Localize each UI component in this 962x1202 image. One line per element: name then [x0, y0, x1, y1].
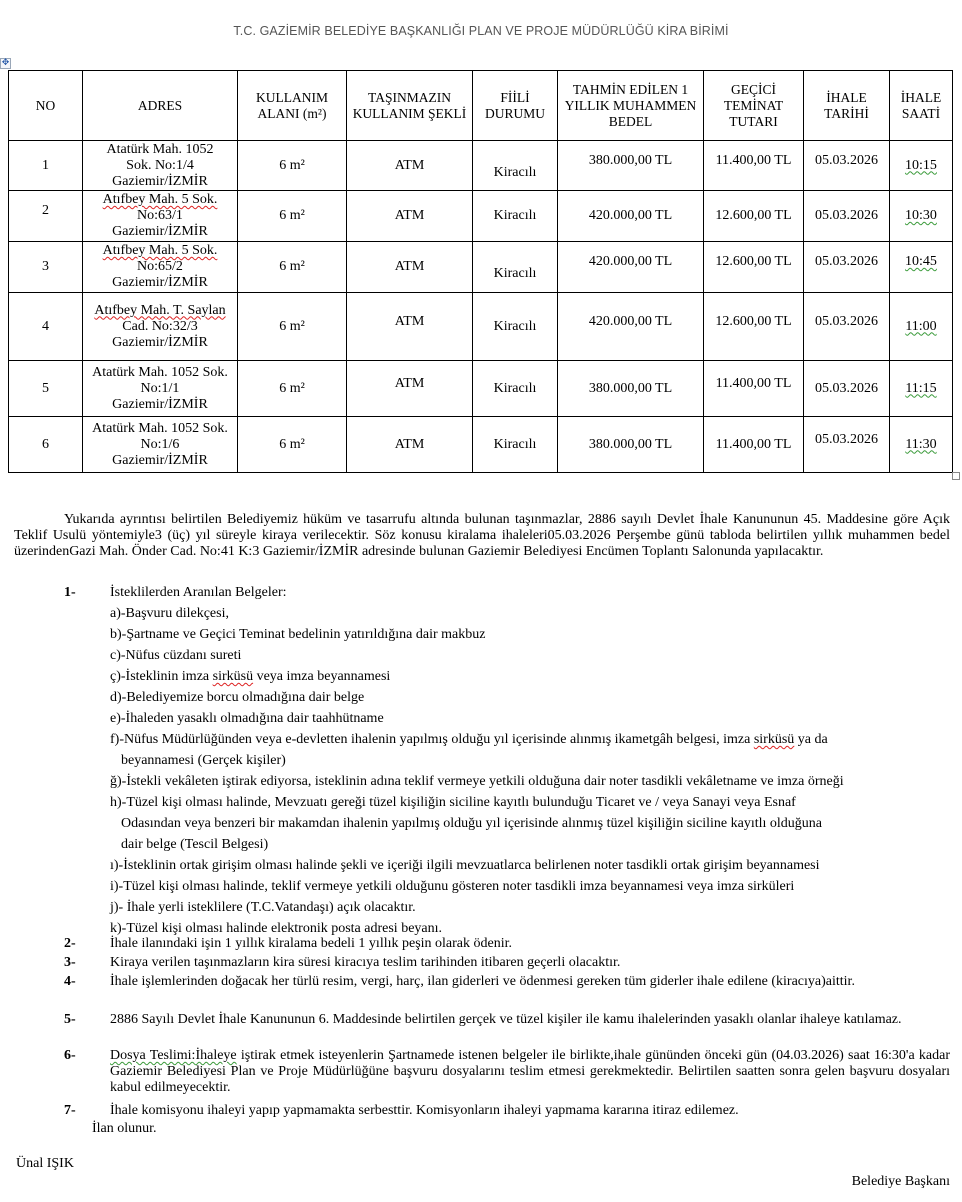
- cell-adres: Atatürk Mah. 1052 Sok. No:1/1 Gaziemir/İZMİR: [83, 361, 238, 417]
- item-number: 6-: [64, 1048, 76, 1063]
- column-header-muhammen-bedel: TAHMİN EDİLEN 1 YILLIK MUHAMMEN BEDEL: [558, 71, 704, 141]
- cell-sekil: ATM: [347, 141, 473, 191]
- item-number: 1-: [64, 585, 76, 600]
- cell-bedel: 420.000,00 TL: [558, 242, 704, 293]
- document-item: b)-Şartname ve Geçici Teminat bedelinin yatırıldığına dair makbuz: [110, 627, 486, 642]
- table-row: [9, 242, 953, 293]
- item-number: 5-: [64, 1012, 76, 1027]
- column-header-ihale-tarihi: İHALE TARİHİ: [804, 71, 890, 141]
- item-text: 2886 Sayılı Devlet İhale Kanununun 6. Maddesinde belirtilen gerçek ve tüzel kişiler ile kamu ihalelerinden yasaklı olanlar ihaleye katılamaz.: [110, 1012, 902, 1027]
- cell-saat: 10:15: [890, 141, 953, 191]
- column-header-no: NO: [9, 71, 83, 141]
- cell-adres: Atıfbey Mah. 5 Sok. No:63/1 Gaziemir/İZMİR: [83, 191, 238, 242]
- document-item: k)-Tüzel kişi olması halinde elektronik posta adresi beyanı.: [110, 921, 443, 936]
- cell-bedel: 380.000,00 TL: [558, 141, 704, 191]
- column-header-ihale-saati: İHALE SAATİ: [890, 71, 953, 141]
- column-header-kullanim-sekli: TAŞINMAZIN KULLANIM ŞEKLİ: [347, 71, 473, 141]
- cell-alan: 6 m²: [238, 361, 347, 417]
- document-item: d)-Belediyemize borcu olmadığına dair belge: [110, 690, 365, 705]
- intro-paragraph: Yukarıda ayrıntısı belirtilen Belediyemiz hüküm ve tasarrufu altında bulunan taşınmazlar, 2886 sayılı Devlet İhale Kanununun 45. Maddesine göre Açık Teklif Usulü yöntemiyle3 (üç) yıl süreyle kiraya verilecektir. Söz konusu kiralama ihaleleri05.03.2026 Perşembe günü tabloda belirtilen yıllık muhammen bedel üzerindenGazi Mah. Önder Cad. No:41 K:3 Gaziemir/İZMİR adresinde bulunan Gaziemir Belediyesi Encümen Toplantı Salonunda yapılacaktır.: [14, 512, 950, 559]
- cell-alan: 6 m²: [238, 141, 347, 191]
- cell-sekil: ATM: [347, 191, 473, 242]
- table-row: [9, 361, 953, 417]
- cell-no: 1: [9, 141, 83, 191]
- cell-no: 5: [9, 361, 83, 417]
- cell-saat: 10:45: [890, 242, 953, 293]
- cell-teminat: 11.400,00 TL: [704, 417, 804, 473]
- item-text: Dosya Teslimi:İhaleye iştirak etmek isteyenlerin Şartnamede istenen belgeler ile birlikte,ihale gününden önceki gün (04.03.2026) saat 16:30'a kadar Gaziemir Belediyesi Plan ve Proje Müdürlüğüne başvuru dosyalarını teslim etmesi gerekmektedir. Belirtilen saatten sonra gelen başvuru dosyaları kabul edilmeyecektir.: [110, 1048, 950, 1095]
- document-item: f)-Nüfus Müdürlüğünden veya e-devletten ihalenin yapılmış olduğu yıl içerisinde alınmış ikametgâh belgesi, imza sirküsü ya da beyannamesi (Gerçek kişiler): [110, 732, 828, 768]
- cell-teminat: 11.400,00 TL: [704, 141, 804, 191]
- cell-no: 2: [9, 191, 83, 242]
- item-text: İhale ilanındaki işin 1 yıllık kiralama bedeli 1 yıllık peşin olarak ödenir.: [110, 936, 513, 951]
- document-item: ı)-İsteklinin ortak girişim olması halinde şekli ve içeriği ilgili mevzuatlarca belirlenen noter tasdikli ortak girişim beyannamesi: [110, 858, 820, 873]
- cell-no: 4: [9, 293, 83, 361]
- document-item: ç)-İsteklinin imza sirküsü veya imza beyannamesi: [110, 669, 391, 684]
- cell-sekil: ATM: [347, 242, 473, 293]
- document-title: T.C. GAZİEMİR BELEDİYE BAŞKANLIĞI PLAN VE PROJE MÜDÜRLÜĞÜ KİRA BİRİMİ: [233, 24, 729, 38]
- cell-saat: 11:00: [890, 293, 953, 361]
- cell-bedel: 380.000,00 TL: [558, 361, 704, 417]
- item-text: İhale işlemlerinden doğacak her türlü resim, vergi, harç, ilan giderleri ve ödenmesi gereken tüm giderler ihale edilene (kiracıya)aittir.: [110, 974, 855, 989]
- table-row: [9, 191, 953, 242]
- rental-table: [8, 70, 953, 473]
- cell-bedel: 380.000,00 TL: [558, 417, 704, 473]
- table-row: [9, 141, 953, 191]
- column-header-adres: ADRES: [83, 71, 238, 141]
- cell-bedel: 420.000,00 TL: [558, 191, 704, 242]
- cell-saat: 11:30: [890, 417, 953, 473]
- cell-teminat: 12.600,00 TL: [704, 293, 804, 361]
- documents-list: [110, 603, 950, 939]
- signatory-role: Belediye Başkanı: [851, 1174, 950, 1189]
- cell-no: 6: [9, 417, 83, 473]
- item-text: İsteklilerden Aranılan Belgeler:: [110, 585, 287, 600]
- cell-saat: 10:30: [890, 191, 953, 242]
- cell-durum: Kiracılı: [473, 141, 558, 191]
- cell-teminat: 12.600,00 TL: [704, 242, 804, 293]
- table-row: [9, 417, 953, 473]
- signatory-name: Ünal IŞIK: [16, 1156, 74, 1171]
- table-resize-icon[interactable]: [952, 472, 960, 480]
- column-header-kullanim-alani: KULLANIM ALANI (m²): [238, 71, 347, 141]
- document-item: h)-Tüzel kişi olması halinde, Mevzuatı gereği tüzel kişiliğin siciline kayıtlı bulunduğu Ticaret ve / veya Sanayi veya Esnaf Odasından veya benzeri bir makamdan ihalenin yapılmış olduğu yıl içerisinde alınmış tüzel kişiliğin siciline kayıtlı olduğuna dair belge (Tescil Belgesi): [110, 795, 823, 852]
- table-header-row: [9, 71, 953, 141]
- table-move-icon[interactable]: ✥: [1, 58, 10, 68]
- document-item: a)-Başvuru dilekçesi,: [110, 606, 229, 621]
- cell-saat: 11:15: [890, 361, 953, 417]
- document-item: e)-İhaleden yasaklı olmadığına dair taahhütname: [110, 711, 384, 726]
- cell-sekil: ATM: [347, 417, 473, 473]
- cell-tarih: 05.03.2026: [804, 191, 890, 242]
- cell-alan: 6 m²: [238, 293, 347, 361]
- cell-teminat: 11.400,00 TL: [704, 361, 804, 417]
- cell-alan: 6 m²: [238, 417, 347, 473]
- document-item: c)-Nüfus cüzdanı sureti: [110, 648, 242, 663]
- cell-adres: Atatürk Mah. 1052 Sok. No:1/4 Gaziemir/İZMİR: [83, 141, 238, 191]
- table-row: [9, 293, 953, 361]
- cell-tarih: 05.03.2026: [804, 293, 890, 361]
- item-number: 4-: [64, 974, 76, 989]
- document-item: ğ)-İstekli vekâleten iştirak ediyorsa, isteklinin adına teklif vermeye yetkili olduğuna dair noter tasdikli vekâletname ve imza örneği: [110, 774, 844, 789]
- cell-no: 3: [9, 242, 83, 293]
- column-header-teminat: GEÇİCİ TEMİNAT TUTARI: [704, 71, 804, 141]
- cell-adres: Atatürk Mah. 1052 Sok. No:1/6 Gaziemir/İZMİR: [83, 417, 238, 473]
- item-number: 2-: [64, 936, 76, 951]
- cell-sekil: ATM: [347, 293, 473, 361]
- cell-durum: Kiracılı: [473, 293, 558, 361]
- cell-durum: Kiracılı: [473, 361, 558, 417]
- closing-text: İlan olunur.: [92, 1121, 157, 1136]
- cell-durum: Kiracılı: [473, 242, 558, 293]
- item-text: İhale komisyonu ihaleyi yapıp yapmamakta serbesttir. Komisyonların ihaleyi yapmama kararına itiraz edilemez.: [110, 1103, 739, 1118]
- cell-durum: Kiracılı: [473, 191, 558, 242]
- item-text: Kiraya verilen taşınmazların kira süresi kiracıya teslim tarihinden itibaren geçerli olacaktır.: [110, 955, 621, 970]
- document-item: i)-Tüzel kişi olması halinde, teklif vermeye yetkili olduğunu gösteren noter tasdikli imza beyannamesi veya imza sirküleri: [110, 879, 795, 894]
- cell-sekil: ATM: [347, 361, 473, 417]
- cell-alan: 6 m²: [238, 191, 347, 242]
- cell-bedel: 420.000,00 TL: [558, 293, 704, 361]
- cell-tarih: 05.03.2026: [804, 141, 890, 191]
- column-header-fiili-durumu: FİİLİ DURUMU: [473, 71, 558, 141]
- cell-adres: Atıfbey Mah. 5 Sok. No:65/2 Gaziemir/İZMİR: [83, 242, 238, 293]
- cell-durum: Kiracılı: [473, 417, 558, 473]
- cell-tarih: 05.03.2026: [804, 417, 890, 473]
- cell-adres: Atıfbey Mah. T. Saylan Cad. No:32/3 Gaziemir/İZMİR: [83, 293, 238, 361]
- document-item: j)- İhale yerli isteklilere (T.C.Vatandaşı) açık olacaktır.: [110, 900, 416, 915]
- item-number: 3-: [64, 955, 76, 970]
- cell-tarih: 05.03.2026: [804, 242, 890, 293]
- cell-alan: 6 m²: [238, 242, 347, 293]
- item-number: 7-: [64, 1103, 76, 1118]
- cell-tarih: 05.03.2026: [804, 361, 890, 417]
- cell-teminat: 12.600,00 TL: [704, 191, 804, 242]
